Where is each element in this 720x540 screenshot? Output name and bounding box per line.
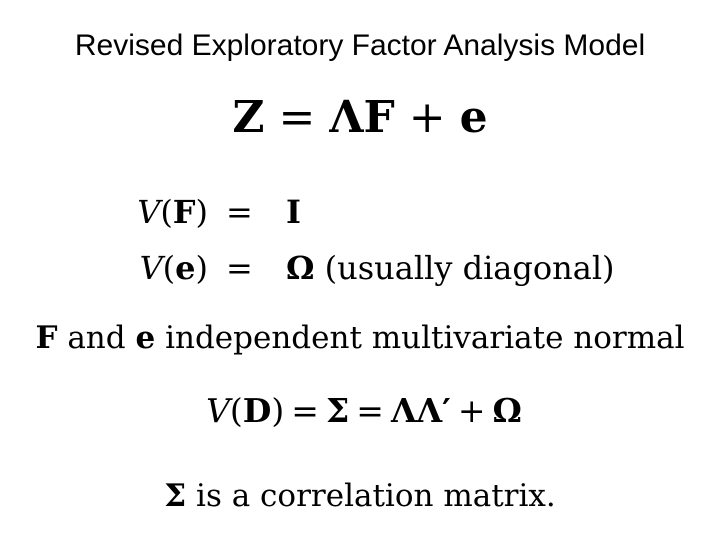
variance-f-rhs	[286, 190, 301, 234]
variance-e-rhs	[286, 246, 615, 290]
covariance-equation	[0, 388, 720, 434]
f-symbol: F	[172, 193, 196, 231]
and-text: and	[67, 320, 126, 356]
e-symbol: e	[135, 320, 156, 356]
open-paren: (	[229, 391, 243, 430]
d-symbol: D	[242, 391, 272, 430]
equals-sign: =	[356, 391, 384, 430]
slide-title: Revised Exploratory Factor Analysis Model	[74, 29, 646, 62]
v-function: V	[137, 193, 161, 231]
identity-symbol: I	[286, 193, 301, 231]
v-function: V	[139, 249, 163, 287]
close-paren: )	[195, 193, 208, 231]
open-paren: (	[160, 193, 173, 231]
e-symbol: e	[175, 249, 196, 287]
z-symbol: Z	[232, 92, 265, 143]
close-paren: )	[195, 249, 208, 287]
variance-row-e	[0, 246, 720, 290]
omega-symbol: Ω	[492, 391, 522, 430]
variance-e-lhs	[140, 246, 208, 290]
correlation-text: is a correlation matrix.	[196, 478, 556, 514]
f-symbol: F	[35, 320, 58, 356]
variance-f-lhs	[137, 190, 208, 234]
equals-sign: =	[226, 249, 253, 287]
omega-symbol: Ω	[286, 249, 315, 287]
equals-sign: =	[291, 391, 319, 430]
correlation-note	[0, 474, 720, 518]
open-paren: (	[162, 249, 176, 287]
sigma-symbol: Σ	[164, 478, 187, 514]
e-symbol: e	[459, 92, 488, 143]
variance-row-f	[0, 190, 720, 234]
equals-sign: =	[278, 92, 316, 143]
plus-sign: +	[457, 391, 486, 430]
close-paren: )	[271, 391, 285, 430]
lambda-product: ΛΛ′	[390, 391, 451, 430]
plus-sign: +	[408, 92, 446, 143]
v-function: V	[206, 391, 230, 430]
independence-text: independent multivariate normal	[165, 320, 685, 356]
lambda-f-term: ΛF	[329, 92, 395, 143]
equals-sign: =	[226, 193, 253, 231]
diagonal-note: (usually diagonal)	[324, 249, 615, 287]
sigma-symbol: Σ	[325, 391, 350, 430]
main-equation	[0, 88, 720, 148]
independence-statement	[0, 316, 720, 360]
